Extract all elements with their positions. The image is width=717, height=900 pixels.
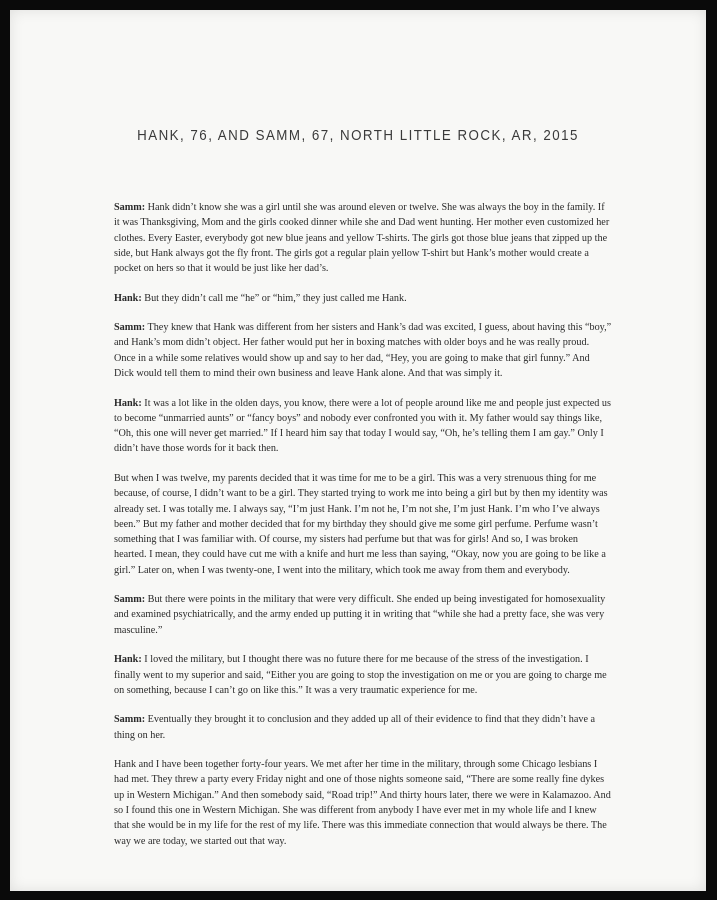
paragraph-text: They knew that Hank was different from her sisters and Hank’s dad was excited, I guess, about having this “boy,” and Hank’s mom didn’t object. Her father would put her in boxing matches with older boys and he was really proud. Once in a while some relatives would show up and say to her dad, “Hey, you are going to make that girl funny.” And Dick would tell them to mind their own business and leave Hank alone. And that was simply it. (114, 322, 612, 380)
paragraph (114, 200, 612, 276)
paragraph-text: But they didn’t call me “he” or “him,” they just called me Hank. (141, 292, 407, 304)
paragraph (114, 291, 612, 306)
document-page (10, 10, 706, 891)
paragraph-text: Eventually they brought it to conclusion and they added up all of their evidence to find that they didn’t have a thing on her. (114, 714, 596, 741)
paragraph (114, 712, 612, 743)
paragraph-text: Hank and I have been together forty-four years. We met after her time in the military, through some Chicago lesbians I had met. They threw a party every Friday night and one of those nights someone said, “There are some really fine dykes up in Western Michigan.” And then somebody said, “Road trip!” And thirty hours later, there we were in Kalamazoo. And so I found this one in Western Michigan. She was different from anybody I have ever met in my whole life and I knew that she would be in my life for the rest of my life. There was this immediate connection that would always be there. The way we are today, we started out that way. (114, 759, 611, 847)
paragraph (114, 320, 612, 381)
speaker-label: Hank: (114, 292, 142, 304)
paragraph-text: I loved the military, but I thought there was no future there for me because of the stress of the investigation. I finally went to my superior and said, “Either you are going to stop the investigation on me or you are going to charge me on something, because I can’t go on like this.” It was a very traumatic experience for me. (114, 654, 607, 696)
speaker-label: Samm: (114, 714, 146, 726)
paragraph-text: But there were points in the military that were very difficult. She ended up being investigated for homosexuality and examined psychiatrically, and the army ended up putting it in writing that “while she had a pretty face, she was very masculine.” (114, 594, 606, 636)
paragraph-text: It was a lot like in the olden days, you know, there were a lot of people around like me and people just expected us to become “unmarried aunts” or “fancy boys” and nobody ever confronted you with it. My father would say things like, “Oh, this one will never get married.” If I heard him say that today I would say, “Oh, he’s telling them I am gay.” Only I didn’t have those words for it back then. (114, 397, 611, 455)
paragraph (114, 757, 612, 849)
interview-body (114, 200, 612, 863)
paragraph (114, 652, 612, 698)
speaker-label: Hank: (114, 654, 142, 666)
page-title: HANK, 76, AND SAMM, 67, NORTH LITTLE ROCK, AR, 2015 (137, 128, 579, 144)
paragraph (114, 592, 612, 638)
paragraph-text: Hank didn’t know she was a girl until she was around eleven or twelve. She was always the boy in the family. If it was Thanksgiving, Mom and the girls cooked dinner while she and Dad went hunting. Her mother even customized her clothes. Every Easter, everybody got new blue jeans and yellow T-shirts. The girls got those blue jeans that zipped up the side, but Hank always got the fly front. The girls got a regular plain yellow T-shirt but Hank’s mother would create a pocket on hers so that it would be just like her dad’s. (114, 202, 610, 275)
speaker-label: Samm: (114, 202, 146, 213)
paragraph (114, 471, 612, 578)
speaker-label: Hank: (114, 397, 142, 409)
paragraph (114, 396, 612, 457)
speaker-label: Samm: (114, 594, 146, 606)
speaker-label: Samm: (114, 322, 146, 334)
paragraph-text: But when I was twelve, my parents decided that it was time for me to be a girl. This was a very strenuous thing for me because, of course, I didn’t want to be a girl. They started trying to work me into being a girl but by then my identity was already set. I was totally me. I always say, “I’m just Hank. I’m not he, I’m not she, I’m just Hank. I’m who I’ve always been.” But my father and mother decided that for my birthday they should give me some girl perfume. Perfume wasn’t something that I was familiar with. Of course, my sisters had perfume but that was for girls! And so, I was broken hearted. I mean, they could have cut me with a knife and hurt me less than saying, “Okay, now you are going to be like a girl.” Later on, when I was twenty-one, I went into the military, which took me away from them and everybody. (114, 472, 608, 576)
